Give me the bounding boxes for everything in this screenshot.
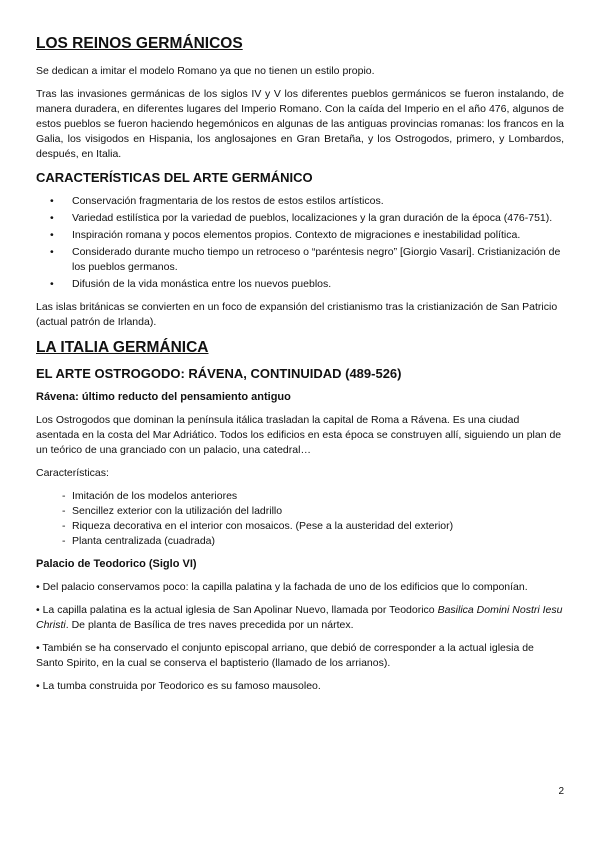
- palacio-paragraph-3: • También se ha conservado el conjunto episcopal arriano, que debió de corresponder a la actual iglesia de Santo Spirito, en la cual se conserva el baptisterio (llamado de los arrianos).: [36, 642, 534, 669]
- heading-arte-ostrogodo: EL ARTE OSTROGODO: RÁVENA, CONTINUIDAD (489-526): [36, 366, 402, 381]
- list-item: • Considerado durante mucho tiempo un retroceso o “paréntesis negro” [Giorgio Vasari]. Cristianización de los pueblos germanos.: [36, 245, 564, 275]
- heading-palacio-teodorico: Palacio de Teodorico (Siglo VI): [36, 558, 197, 570]
- list-item: • Conservación fragmentaria de los restos de estos estilos artísticos.: [36, 194, 564, 209]
- caracteristicas-label: Características:: [36, 467, 109, 479]
- ravena-characteristics-list: [36, 489, 564, 549]
- list-item: - Sencillez exterior con la utilización del ladrillo: [36, 504, 564, 519]
- ravena-paragraph: Los Ostrogodos que dominan la península itálica trasladan la capital de Roma a Rávena. Es una ciudad asentada en la costa del Mar Adriático. Todos los edificios en esta época se construyen allí, siguiendo un plan de un teórico de una granciado con un palacio, una catedral…: [36, 414, 562, 456]
- palacio-paragraph-4: • La tumba construida por Teodorico es su famoso mausoleo.: [36, 680, 321, 692]
- heading-ravena: Rávena: último reducto del pensamiento antiguo: [36, 391, 291, 403]
- heading-reinos-germanicos: LOS REINOS GERMÁNICOS: [36, 35, 243, 52]
- intro-paragraph-2: Tras las invasiones germánicas de los siglos IV y V los diferentes pueblos germánicos se fueron instalando, de manera duradera, en diferentes lugares del Imperio Romano. Con la caída del Imperio en el año 476, algunos de estos pueblos se fueron haciendo hegemónicos en algunas de las antiguas provincias romanas: los francos en la Galia, los visigodos en Hispania, los anglosajones en Gran Bretaña, y los Ostrogodos, primero, y Lombardos, después, en Italia.: [36, 88, 564, 160]
- islas-paragraph: Las islas británicas se convierten en un foco de expansión del cristianismo tras la cristianización de San Patricio (actual patrón de Irlanda).: [36, 301, 558, 328]
- palacio-paragraph-2-end: . De planta de Basílica de tres naves precedida por un nártex.: [65, 619, 354, 631]
- list-item: - Imitación de los modelos anteriores: [36, 489, 564, 504]
- list-item: • Inspiración romana y pocos elementos propios. Contexto de migraciones e inestabilidad política.: [36, 228, 564, 243]
- list-item: • Variedad estilística por la variedad de pueblos, localizaciones y la gran duración de la época (476-751).: [36, 211, 564, 226]
- list-item: - Planta centralizada (cuadrada): [36, 534, 564, 549]
- page-number: 2: [558, 786, 564, 797]
- palacio-paragraph-2-start: • La capilla palatina es la actual iglesia de San Apolinar Nuevo, llamada por Teodorico: [36, 604, 438, 616]
- basilica-name: Basilica Domini Nostri Iesu Christi: [36, 604, 563, 631]
- list-item: • Difusión de la vida monástica entre los nuevos pueblos.: [36, 277, 564, 292]
- caracteristicas-list: [36, 194, 564, 292]
- document-page: [36, 34, 564, 702]
- heading-italia-germanica: LA ITALIA GERMÁNICA: [36, 339, 209, 356]
- palacio-paragraph-2: [36, 603, 564, 633]
- palacio-paragraph-1: • Del palacio conservamos poco: la capilla palatina y la fachada de uno de los edificios que lo componían.: [36, 581, 528, 593]
- list-item: - Riqueza decorativa en el interior con mosaicos. (Pese a la austeridad del exterior): [36, 519, 564, 534]
- intro-paragraph-1: Se dedican a imitar el modelo Romano ya que no tienen un estilo propio.: [36, 65, 375, 77]
- heading-caracteristicas: CARACTERÍSTICAS DEL ARTE GERMÁNICO: [36, 170, 313, 185]
